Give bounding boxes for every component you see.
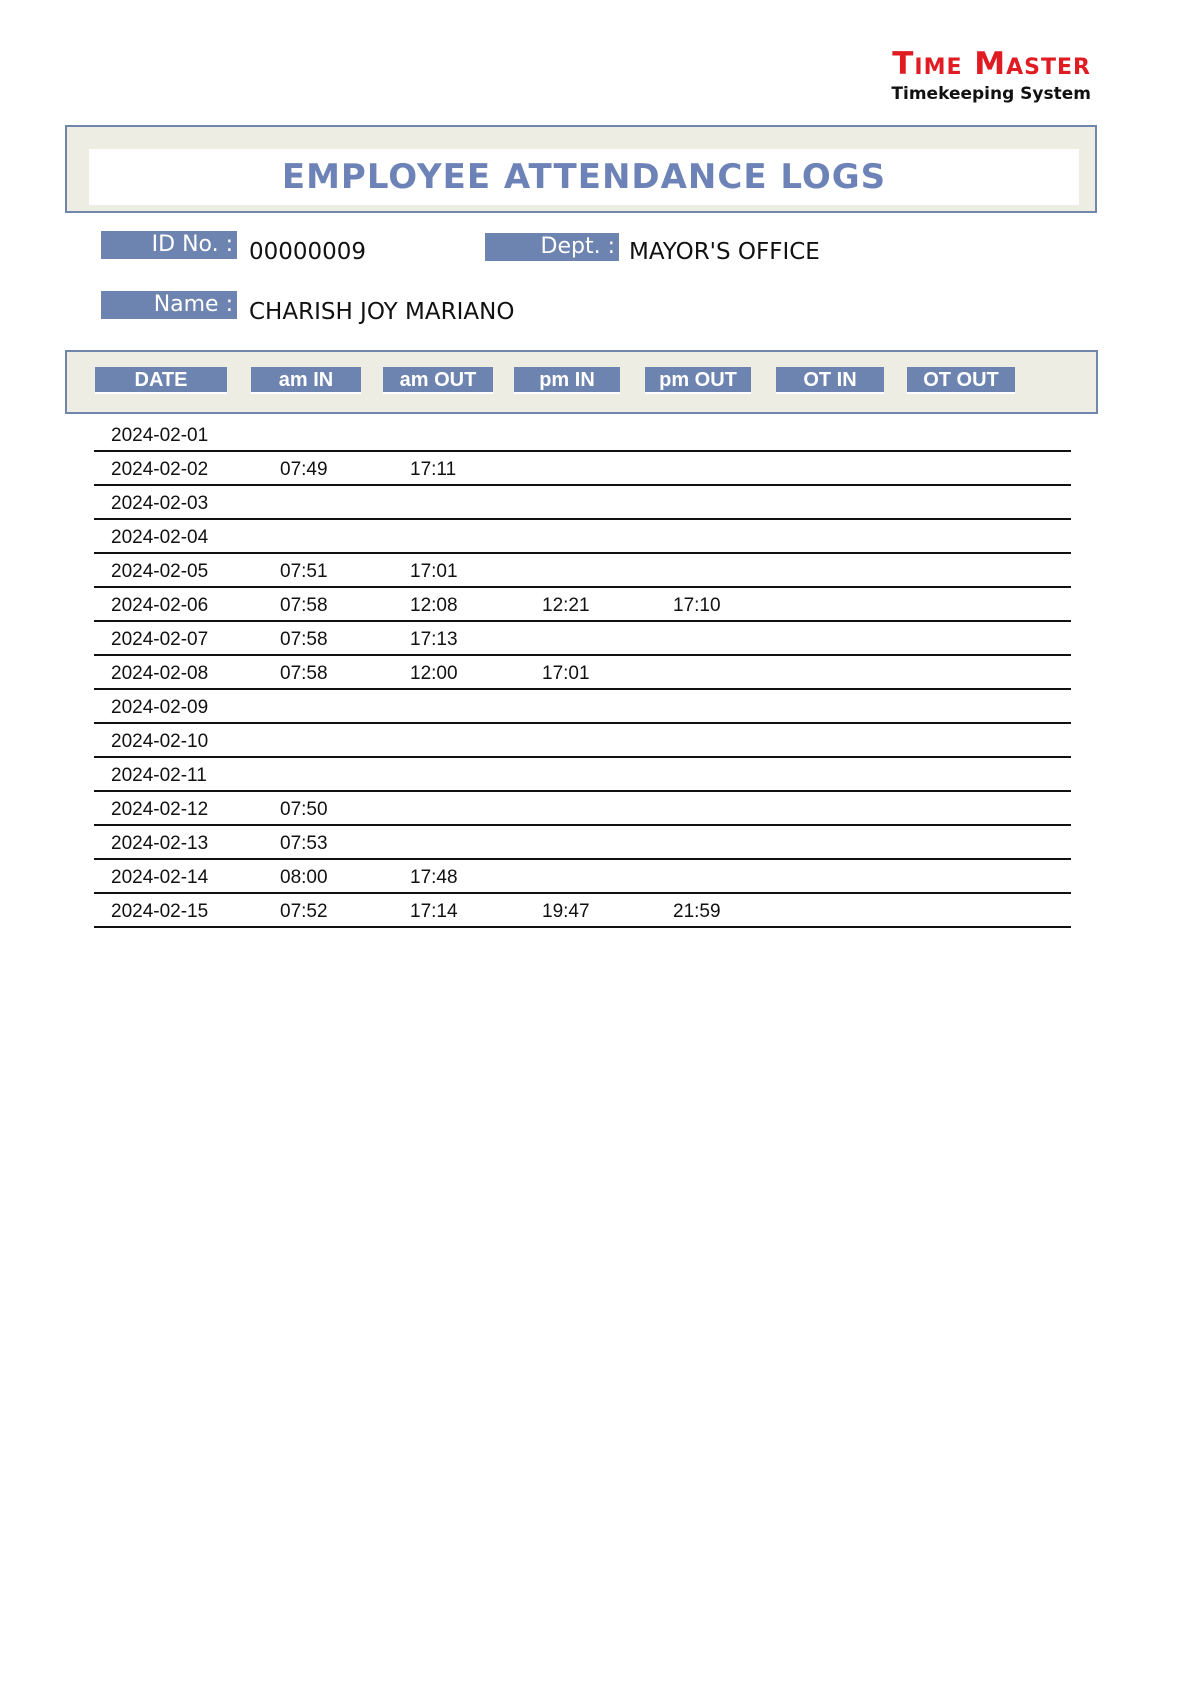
pm-in-cell: 17:01 bbox=[542, 663, 590, 684]
am-out-cell: 12:08 bbox=[410, 595, 458, 616]
am-in-cell: 07:53 bbox=[280, 833, 328, 854]
column-header-am-in: am IN bbox=[251, 367, 361, 394]
date-cell: 2024-02-13 bbox=[111, 833, 209, 854]
title-inner-box bbox=[89, 149, 1079, 205]
attendance-table-body bbox=[94, 418, 1071, 928]
brand-subtitle: Timekeeping System bbox=[891, 84, 1091, 104]
am-out-cell: 17:01 bbox=[410, 561, 458, 582]
pm-in-cell: 19:47 bbox=[542, 901, 590, 922]
date-cell: 2024-02-08 bbox=[111, 663, 209, 684]
am-in-cell: 07:51 bbox=[280, 561, 328, 582]
date-cell: 2024-02-02 bbox=[111, 459, 209, 480]
am-out-cell: 17:48 bbox=[410, 867, 458, 888]
id-value: 00000009 bbox=[249, 239, 367, 265]
page-title: EMPLOYEE ATTENDANCE LOGS bbox=[281, 157, 887, 197]
pm-in-cell: 12:21 bbox=[542, 595, 590, 616]
dept-value: MAYOR'S OFFICE bbox=[629, 239, 820, 265]
table-row bbox=[94, 724, 1071, 758]
pm-out-cell: 17:10 bbox=[673, 595, 721, 616]
table-row bbox=[94, 690, 1071, 724]
table-row bbox=[94, 894, 1071, 928]
table-row bbox=[94, 452, 1071, 486]
date-cell: 2024-02-05 bbox=[111, 561, 209, 582]
table-header bbox=[65, 350, 1098, 414]
date-cell: 2024-02-12 bbox=[111, 799, 209, 820]
name-label: Name : bbox=[101, 291, 237, 319]
am-in-cell: 08:00 bbox=[280, 867, 328, 888]
brand-title: Time Master bbox=[892, 46, 1091, 82]
table-row bbox=[94, 656, 1071, 690]
brand-logo bbox=[891, 46, 1091, 104]
pm-out-cell: 21:59 bbox=[673, 901, 721, 922]
table-row bbox=[94, 758, 1071, 792]
table-row bbox=[94, 792, 1071, 826]
title-panel bbox=[65, 125, 1097, 213]
name-value: CHARISH JOY MARIANO bbox=[249, 299, 515, 325]
table-row bbox=[94, 554, 1071, 588]
date-cell: 2024-02-10 bbox=[111, 731, 209, 752]
column-header-date: DATE bbox=[95, 367, 227, 394]
am-out-cell: 17:14 bbox=[410, 901, 458, 922]
date-cell: 2024-02-09 bbox=[111, 697, 209, 718]
table-row bbox=[94, 418, 1071, 452]
dept-label: Dept. : bbox=[485, 233, 619, 261]
am-out-cell: 17:11 bbox=[410, 459, 457, 480]
id-label: ID No. : bbox=[101, 231, 237, 259]
table-row bbox=[94, 622, 1071, 656]
column-header-ot-out: OT OUT bbox=[907, 367, 1015, 394]
table-row bbox=[94, 860, 1071, 894]
date-cell: 2024-02-15 bbox=[111, 901, 209, 922]
date-cell: 2024-02-01 bbox=[111, 425, 209, 446]
table-row bbox=[94, 486, 1071, 520]
date-cell: 2024-02-07 bbox=[111, 629, 209, 650]
table-row bbox=[94, 588, 1071, 622]
table-row bbox=[94, 520, 1071, 554]
am-in-cell: 07:52 bbox=[280, 901, 328, 922]
column-header-pm-out: pm OUT bbox=[645, 367, 751, 394]
table-row bbox=[94, 826, 1071, 860]
am-out-cell: 12:00 bbox=[410, 663, 458, 684]
am-in-cell: 07:58 bbox=[280, 595, 328, 616]
column-header-pm-in: pm IN bbox=[514, 367, 620, 394]
date-cell: 2024-02-03 bbox=[111, 493, 209, 514]
am-in-cell: 07:49 bbox=[280, 459, 328, 480]
am-in-cell: 07:58 bbox=[280, 629, 328, 650]
date-cell: 2024-02-04 bbox=[111, 527, 209, 548]
date-cell: 2024-02-14 bbox=[111, 867, 209, 888]
am-out-cell: 17:13 bbox=[410, 629, 458, 650]
date-cell: 2024-02-06 bbox=[111, 595, 209, 616]
am-in-cell: 07:58 bbox=[280, 663, 328, 684]
column-header-ot-in: OT IN bbox=[776, 367, 884, 394]
am-in-cell: 07:50 bbox=[280, 799, 328, 820]
date-cell: 2024-02-11 bbox=[111, 765, 207, 786]
column-header-am-out: am OUT bbox=[383, 367, 493, 394]
